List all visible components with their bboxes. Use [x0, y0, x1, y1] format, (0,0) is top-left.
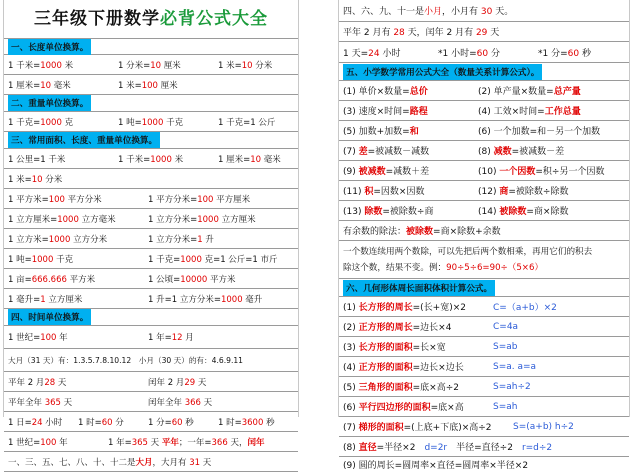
table-row: (3) 速度×时间=路程 (4) 工效×时间=工作总量: [339, 101, 629, 121]
table-row: 1 世纪=100 年 1 年=12 月: [4, 326, 298, 349]
table-row: (9) 被减数=减数＋差 (10) 一个因数=积÷另一个因数: [339, 161, 629, 181]
table-row: (2) 正方形的周长=边长×4 C=4a: [339, 317, 629, 337]
section-heading-weight: 二、重量单位换算。: [4, 95, 298, 112]
table-row: 1 亩=666.666 平方米 1 公顷=10000 平方米: [4, 269, 298, 289]
table-row: 平年 2 月28 天 闰年 2 月29 天: [4, 372, 298, 392]
table-row: 大月（31 天）有：1.3.5.7.8.10.12 小月（30 天）的有：4.6.9.11: [4, 349, 298, 372]
table-row: (5) 加数+加数=和 (6) 一个加数=和－另一个加数: [339, 121, 629, 141]
section-heading-area: 三、常用面积、长度、重量单位换算。: [4, 132, 298, 149]
section-heading-length: 一、长度单位换算。: [4, 38, 298, 55]
table-row: (9) 圆的周长=圆周率×直径=圆周率×半径×2: [343, 460, 529, 471]
table-row: 1 平方米=100 平方分米 1 平方分米=100 平方厘米: [4, 189, 298, 209]
table-row: 1 世纪=100 年 1 年=365 天 平年；一年=366 天，闰年: [4, 432, 298, 452]
page-title: 三年级下册数学必背公式大全: [34, 9, 268, 29]
right-page: [338, 0, 630, 471]
section-heading-geometry: 六、几何形体周长面积体积计算公式。: [339, 279, 629, 297]
table-row: 1 立方米=1000 立方分米 1 立方分米=1 升: [4, 229, 298, 249]
paragraph: 一个数连续用两个数除，可以先把后两个数相乘，再用它们的积去 除这个数，结果不变。例：90÷5÷6=90÷（5×6）: [339, 241, 629, 279]
table-row: 1 厘米=10 毫米 1 米=100 厘米: [4, 75, 298, 95]
table-row: 平年 2 月有 28 天，闰年 2 月有 29 天: [339, 22, 629, 42]
table-row: (5) 三角形的面积=底×高÷2 S=ah÷2: [339, 377, 629, 397]
section-heading-formulas: 五、小学数学常用公式大全（数量关系计算公式）。: [339, 63, 629, 81]
table-row: (1) 单价×数量=总价 (2) 单产量×数量=总产量: [339, 81, 629, 101]
table-row: (3) 长方形的面积=长×宽 S=ab: [339, 337, 629, 357]
table-row: (11) 积=因数×因数 (12) 商=被除数÷除数: [339, 181, 629, 201]
table-row: 有余数的除法：被除数=商×除数+余数: [339, 221, 629, 241]
table-row: (13) 除数=被除数÷商 (14) 被除数=商×除数: [339, 201, 629, 221]
table-row: 1 天=24 小时 *1 小时=60 分 *1 分=60 秒: [339, 42, 629, 63]
left-page: [3, 0, 299, 468]
table-row: 平年全年 365 天 闰年全年 366 天: [4, 392, 298, 412]
table-row: 1 公里=1 千米 1 千米=1000 米 1 厘米=10 毫米: [4, 149, 298, 169]
table-row: (6) 平行四边形的面积=底×高 S=ah: [339, 397, 629, 417]
table-row: 1 米=10 分米: [4, 169, 298, 189]
table-row: 1 立方厘米=1000 立方毫米 1 立方分米=1000 立方厘米: [4, 209, 298, 229]
table-row: (8) 直径=半径×2 d=2r 半径=直径÷2 r=d÷2: [339, 437, 629, 457]
table-row: (4) 正方形的面积=边长×边长 S=a. a=a: [339, 357, 629, 377]
table-row: 1 吨=1000 千克 1 千克=1000 克=1 公斤=1 市斤: [4, 249, 298, 269]
table-row: 1 毫升=1 立方厘米 1 升=1 立方分米=1000 毫升: [4, 289, 298, 309]
table-row: (1) 长方形的周长=(长+宽)×2 C=（a+b）×2: [339, 297, 629, 317]
table-row: 1 千米=1000 米 1 分米=10 厘米 1 米=10 分米: [4, 55, 298, 75]
table-row: (7) 差=被减数－减数 (8) 减数=被减数－差: [339, 141, 629, 161]
table-row: 一、三、五、七、八、十、十二是大月，大月有 31 天: [4, 452, 298, 472]
table-row: 1 千克=1000 克 1 吨=1000 千克 1 千克=1 公斤: [4, 112, 298, 132]
section-heading-time: 四、时间单位换算。: [4, 309, 298, 326]
table-row: 1 日=24 小时 1 时=60 分 1 分=60 秒 1 时=3600 秒: [4, 412, 298, 432]
table-row: (7) 梯形的面积=(上底+下底)×高÷2 S=(a+b) h÷2: [339, 417, 629, 437]
table-row: 四、六、九、十一是小月，小月有 30 天。: [339, 0, 629, 22]
